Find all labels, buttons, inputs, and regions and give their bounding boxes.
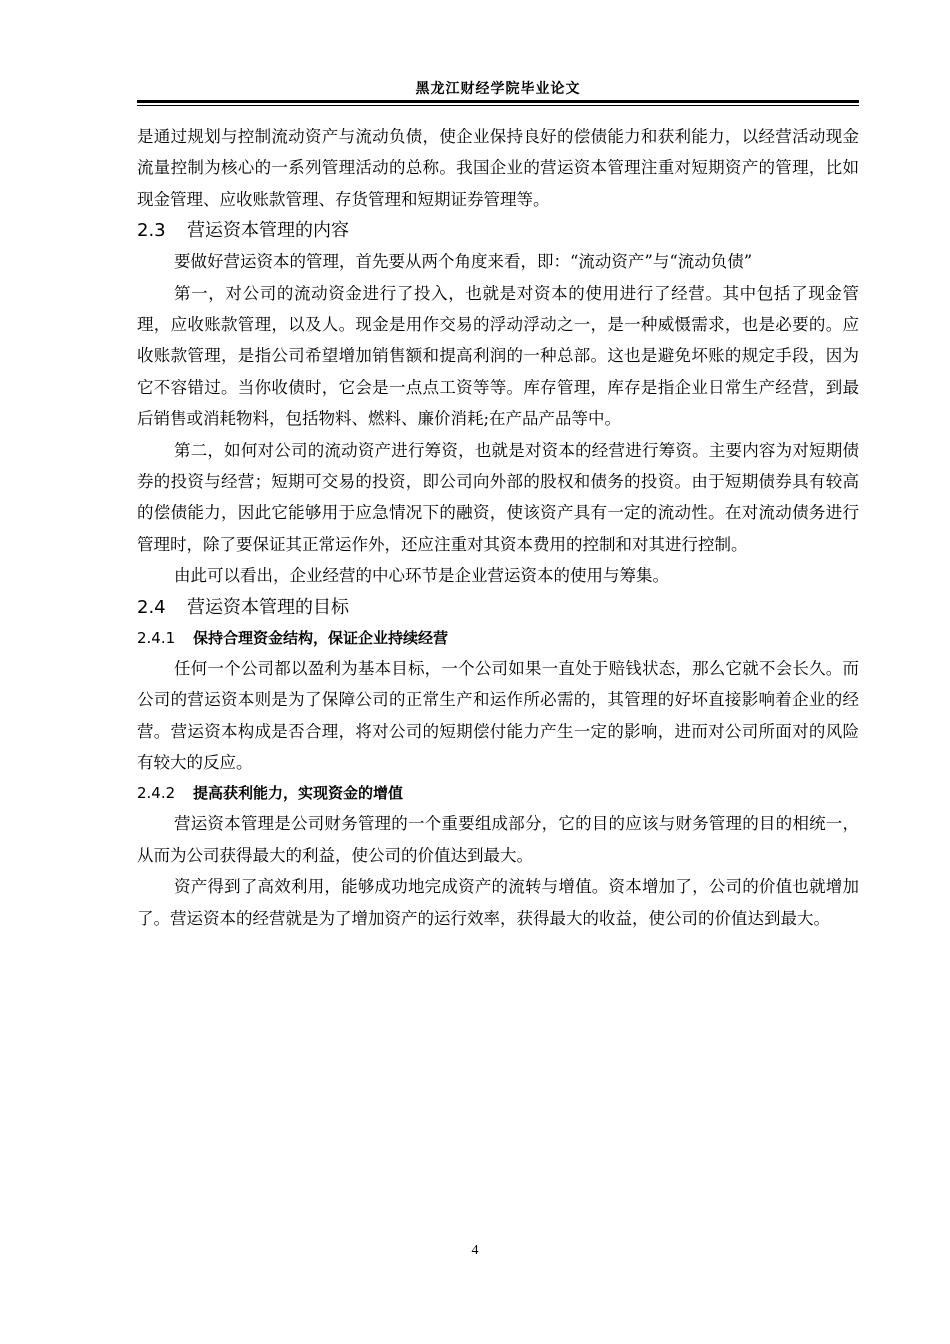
section-title: 营运资本管理的目标: [187, 596, 349, 618]
page-body: [137, 121, 859, 934]
page-number: 4: [471, 1243, 479, 1258]
subsection-heading-2-4-2: [137, 778, 859, 808]
running-header: 黑龙江财经学院毕业论文: [415, 81, 581, 97]
subsection-number: 2.4.2: [137, 784, 176, 803]
paragraph: 资产得到了高效利用，能够成功地完成资产的流转与增值。资本增加了，公司的价值也就增加了。营运资本的经营就是为了增加资产的运行效率，获得最大的收益，使公司的价值达到最大。: [137, 877, 859, 928]
subsection-title: 保持合理资金结构，保证企业持续经营: [193, 628, 449, 647]
section-number: 2.3: [137, 220, 166, 242]
paragraph: 要做好营运资本的管理，首先要从两个角度来看，即：“流动资产”与“流动负债”: [174, 252, 753, 272]
paragraph: 第一，对公司的流动资金进行了投入，也就是对资本的使用进行了经营。其中包括了现金管理，应收账款管理，以及人。现金是用作交易的浮动浮动之一，是一种威慑需求，也是必要的。应收账款管理，是指公司希望增加销售额和提高利润的一种总部。这也是避免坏账的规定手段，因为它不容错过。当你收债时，它会是一点点工资等等。库存管理，库存是指企业日常生产经营，到最后销售或消耗物料，包括物料、燃料、廉价消耗;在产品产品等中。: [137, 283, 859, 429]
paragraph-continued: 是通过规划与控制流动资产与流动负债，使企业保持良好的偿债能力和获利能力，以经营活动现金流量控制为核心的一系列管理活动的总称。我国企业的营运资本管理注重对短期资产的管理，比如现金管理、应收账款管理、存货管理和短期证券管理等。: [137, 127, 859, 209]
header-rule-thick: [137, 100, 859, 103]
section-number: 2.4: [137, 596, 166, 618]
subsection-heading-2-4-1: [137, 623, 859, 653]
paragraph: 由此可以看出，企业经营的中心环节是企业营运资本的使用与筹集。: [174, 566, 669, 586]
paragraph: 营运资本管理是公司财务管理的一个重要组成部分，它的目的应该与财务管理的目的相统一，从而为公司获得最大的利益，使公司的价值达到最大。: [137, 814, 859, 865]
subsection-number: 2.4.1: [137, 628, 176, 647]
section-heading-2-3: [137, 215, 859, 246]
section-heading-2-4: [137, 592, 859, 623]
paragraph: 第二，如何对公司的流动资产进行筹资，也就是对资本的经营进行筹资。主要内容为对短期债券的投资与经营；短期可交易的投资，即公司向外部的股权和债务的投资。由于短期债券具有较高的偿债能力，因此它能够用于应急情况下的融资，使该资产具有一定的流动性。在对流动债务进行管理时，除了要保证其正常运作外，还应注重对其资本费用的控制和对其进行控制。: [137, 440, 859, 554]
section-title: 营运资本管理的内容: [187, 220, 349, 242]
header-rule-thin: [137, 105, 859, 106]
subsection-title: 提高获利能力，实现资金的增值: [193, 784, 404, 803]
paragraph: 任何一个公司都以盈利为基本目标，一个公司如果一直处于赔钱状态，那么它就不会长久。而公司的营运资本则是为了保障公司的正常生产和运作所必需的，其管理的好坏直接影响着企业的经营。营运资本构成是否合理，将对公司的短期偿付能力产生一定的影响，进而对公司所面对的风险有较大的反应。: [137, 658, 859, 772]
